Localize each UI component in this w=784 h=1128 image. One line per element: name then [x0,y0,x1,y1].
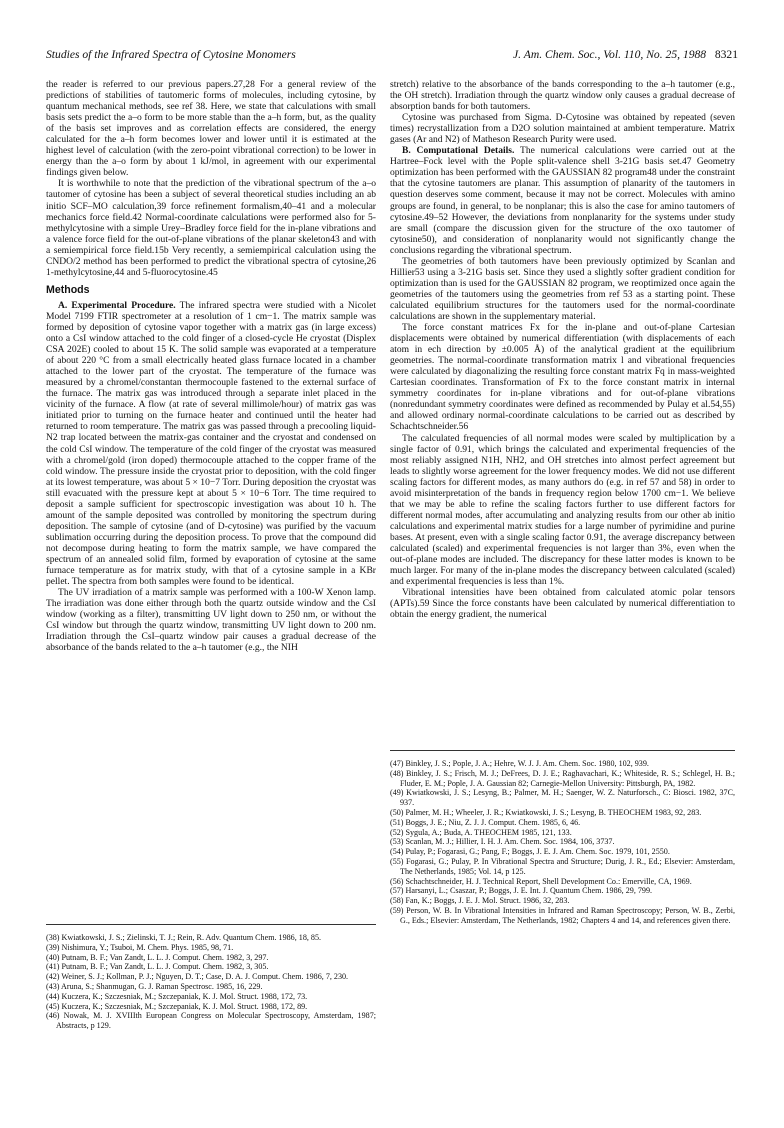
paragraph-force-constants: The force constant matrices Fx for the in-plane and out-of-plane Cartesian displacements were obtained by numerical differentiation (with displacements of each atom in ech direction by ±0.005 Å) of the analytical gradient at the equilibrium geometries. The normal-coordinate transformation matrix l and vibrational frequencies were calculated by diagonalizing the resulting force constant matrix Fq in mass-weighted Cartesian coordinates. Transformation of Fx to the force constant matrix in internal symmetry coordinates for in-plane vibrations and for out-of-plane vibrations (nonredundant symmetry coordinates were defined as recommended by Pulay et al.54,55) and allowed ordinary normal-coordinate calculations to be carried out as described by Schachtschneider.56 [390,322,735,433]
running-head [46,48,738,62]
paragraph-intensities: Vibrational intensities have been obtained from calculated atomic polar tensors (APTs).59 Since the force constants have been calculated by numerical differentiation to obtain the energy gradient, the numerical [390,587,735,621]
experimental-procedure-text: The infrared spectra were studied with a Nicolet Model 7199 FTIR spectrometer at a resolution of 1 cm−1. The matrix sample was formed by deposition of cytosine vapor together with a matrix gas (in large excess) onto a CsI window attached to the cold finger of a closed-cycle He cryostat (Displex CSA 202E) cooled to about 15 K. The solid sample was evaporated at a temperature of about 220 °C from a small electrically heated glass furnace located in a chamber attached to the lower part of the cryostat. The temperature of the furnace was measured by a chromel/constantan thermocouple fastened to the external surface of the furnace. The matrix gas was introduced through a separate inlet placed in the vicinity of the furnace. A flow (at rate of several millimole/hour) of matrix gas was initiated prior to turning on the furnace heater and continued until the heater had returned to room temperature. The matrix gas was passed through a precooling liquid-N2 trap located between the matrix-gas container and the cryostat and condensed on the cold CsI window. The temperature of the cold finger of the cryostat was measured with a chromel/gold (iron doped) thermocouple attached to the copper frame of the cold window. The pressure inside the cryostat prior to deposition, with the cold finger at its lowest temperature, was about 5 × 10−7 Torr. During deposition the cryostat was still evacuated with the pressure kept at about 5 × 10−6 Torr. The time required to deposit a sample sufficient for spectroscopic investigation was about 10 h. The amount of the sample deposited was controlled by monitoring the spectrum during deposition. The sample of cytosine (and of D-cytosine) was purified by the vacuum sublimation occurring during the deposition process. To prove that the compound did not decompose during heating to form the matrix sample, we have compared the spectrum of an annealed solid film, formed by evaporation of cytosine at the same furnace temperature as for matrix study, with that of a cytosine sample in a KBr pellet. The spectra from both samples were found to be identical. [46,299,376,588]
page-number: 8321 [714,48,738,61]
paragraph-experimental-procedure [46,300,376,587]
paragraph-intro-continued: the reader is referred to our previous papers.27,28 For a general review of the predictions of stabilities of tautomeric forms of molecules, including cytosine, by quantum mechanical methods, see ref 38. Here, we state that calculations with small basis sets predict the a–o form to be more stable than the a–h form, but, as the quality of the basis set improves and as correlation effects are considered, the energy calculated for the a–h form becomes lower and lower until it is estimated at the highest level of calculation (with the zero-point vibrational correction) to be lower in energy than the a–o form by about 1 kJ/mol, in agreement with our experimental findings given below. [46,79,376,179]
reference-entry: (58) Fan, K.; Boggs, J. E. J. Mol. Struct. 1986, 32, 283. [390,896,570,906]
reference-entry: (51) Boggs, J. E.; Niu, Z. J. J. Comput. Chem. 1985, 6, 46. [390,817,581,827]
reference-entry: (42) Weiner, S. J.; Kollman, P. J.; Nguyen, D. T.; Case, D. A. J. Comput. Chem. 1986, 7, 230. [46,972,349,982]
subsection-label-experimental: A. Experimental Procedure. [58,299,176,311]
reference-entry: (44) Kuczera, K.; Szczesniak, M.; Szczepaniak, K. J. Mol. Struct. 1988, 172, 73. [46,991,308,1001]
article-title: Studies of the Infrared Spectra of Cytosine Monomers [46,48,296,61]
reference-entry: (45) Kuczera, K.; Szczesniak, M.; Szczepaniak, K. J. Mol. Struct. 1988, 172, 89. [46,1001,308,1011]
reference-entry: (50) Palmer, M. H.; Wheeler, J. R.; Kwiatkowski, J. S.; Lesyng, B. THEOCHEM 1983, 92, 283. [390,807,702,817]
reference-entry: (43) Aruna, S.; Shanmugan, G. J. Raman Spectrosc. 1985, 16, 229. [46,981,263,991]
reference-entry: (41) Putnam, B. F.; Van Zandt, L. L. J. Comput. Chem. 1982, 3, 305. [46,962,269,972]
right-column [390,79,735,620]
reference-entry: (46) Nowak, M. J. XVIIIth European Congress on Molecular Spectroscopy, Amsterdam, 1987; Abstracts, p 129. [46,1011,376,1031]
paragraph-computational-details [390,145,735,255]
computational-details-text: The numerical calculations were carried out at the Hartree–Fock level with the Pople split-valence shell 3-21G basis set.47 Geometry optimization has been performed with the GAUSSIAN 82 program48 under the constraint that the cytosine tautomers are planar. This assumption of planarity of the tautomers in question deserves some comment, because it may not be correct. Molecules with amino groups are found, in general, to be nonplanar; this is also the case for amino tautomers of cytosine.49–52 However, the deviations from nonplanarity for the systems under study are small (compare the discussion given for the structure of the oxo tautomer of cytosine50), and consideration of nonplanarity would not significantly change the conclusions regarding the vibrational spectrum. [390,145,735,256]
section-heading-methods: Methods [46,283,90,296]
reference-entry: (57) Harsanyi, L.; Csaszar, P.; Boggs, J. E. Int. J. Quantum Chem. 1986, 29, 799. [390,886,653,896]
reference-entry: (40) Putnam, B. F.; Van Zandt, L. L. J. Comput. Chem. 1982, 3, 297. [46,952,269,962]
paragraph-uv-continued: stretch) relative to the absorbance of the bands corresponding to the a–h tautomer (e.g., the OH stretch). Irradiation through the quartz window only causes a gradual decrease of absorption bands for both tautomers. [390,79,735,113]
reference-entry: (56) Schachtschneider, H. J. Technical Report, Shell Development Co.: Emerville, CA, 1969. [390,876,692,886]
paragraph-materials: Cytosine was purchased from Sigma. D-Cytosine was obtained by repeated (seven times) recrystallization from a D2O solution maintained at ambient temperature. Matrix gases (Ar and N2) of Matheson Research Purity were used. [390,112,735,146]
paragraph-vibrational-predictions: It is worthwhile to note that the prediction of the vibrational spectrum of the a–o tautomer of cytosine has been a subject of several theoretical studies including an ab initio SCF–MO calculation,39 force refinement formalism,40–41 and a molecular mechanics force field.42 Normal-coordinate calculations were performed also for 5-methylcytosine with a simple Urey–Bradley force field for the in-plane vibrations and a valence force field for the out-of-plane vibrations of the planar skeleton43 and with a semiempirical force field.15b Very recently, a semiempirical calculation using the CNDO/2 method has been performed to predict the vibrational spectra of cytosine,26 1-methylcytosine,44 and 5-fluorocytosine.45 [46,178,376,278]
footnotes-left [46,924,376,1031]
paragraph-geometries: The geometries of both tautomers have been previously optimized by Scanlan and Hillier53 using a 3-21G basis set. Since they used a slightly softer gradient condition for optimization than is used for the GAUSSIAN 82 program, we reoptimized once again the geometries of the tautomers using the geometries from ref 53 as a starting point. These calculated equilibrium structures for the tautomers used for the normal-coordinate calculations are shown in the supplementary material. [390,255,735,322]
reference-entry: (55) Fogarasi, G.; Pulay, P. In Vibrational Spectra and Structure; Durig, J. R., Ed.; Elsevier: Amsterdam, The Netherlands, 1985; Vol. 14, p 125. [390,856,735,876]
reference-entry: (54) Pulay, P.; Fogarasi, G.; Pang, F.; Boggs, J. E. J. Am. Chem. Soc. 1979, 101, 2550. [390,847,670,857]
subsection-label-computational: B. Computational Details. [402,145,515,157]
reference-entry: (52) Sygula, A.; Buda, A. THEOCHEM 1985, 121, 133. [390,827,572,837]
reference-entry: (48) Binkley, J. S.; Frisch, M. J.; DeFrees, D. J. E.; Raghavachari, K.; Whiteside, R. S.; Schlegel, H. B.; Fluder, E. M.; Pople, J. A. Gaussian 82; Carnegie-Mellon University: Pittsburgh, PA, 1982. [390,768,735,788]
reference-entry: (59) Person, W. B. In Vibrational Intensities in Infrared and Raman Spectroscopy; Person, W. B., Zerbi, G., Eds.; Elsevier: Amsterdam, The Netherlands, 1982; Chapters 4 and 14, and references given there. [390,905,735,925]
paragraph-uv-irradiation: The UV irradiation of a matrix sample was performed with a 100-W Xenon lamp. The irradiation was done either through both the quartz outside window and the CsI window (working as a filter), transmitting UV light down to 250 nm, or without the CsI window but through the quartz window, transmitting UV light down to 200 nm. Irradiation through the CsI–quartz window pair causes a gradual decrease of the absorbance of the bands related to the a–h tautomer (e.g., the NIH [46,587,376,654]
reference-entry: (49) Kwiatkowski, J. S.; Lesyng, B.; Palmer, M. H.; Saenger, W. Z. Naturforsch., C: Biosci. 1982, 37C, 937. [390,788,735,808]
paragraph-scaling: The calculated frequencies of all normal modes were scaled by multiplication by a single factor of 0.91, which brings the calculated and experimental frequencies of the most reliably assigned N1H, NH2, and OH stretches into almost perfect agreement but leads to slightly worse agreement for the lower frequency modes. We did not use different scaling factors for different modes, as many authors do (e.g. in ref 57 and 58) in order to avoid misinterpretation of the bands in frequency region below 1700 cm−1. We believe that we may be able to refine the scaling factors further to use different factors for different normal modes, after accumulating and analyzing results from our other ab initio calculations and experimental matrix studies for a large number of pyrimidine and purine bases. At present, even with a single scaling factor 0.91, the average discrepancy between calculated (scaled) and experimental frequencies is not larger than 3%, even when the out-of-plane modes are included. The discrepancy for these latter modes is known to be much larger. For many of the in-plane modes the discrepancy between calculated (scaled) and experimental frequencies is less than 1%. [390,432,735,588]
reference-entry: (47) Binkley, J. S.; Pople, J. A.; Hehre, W. J. J. Am. Chem. Soc. 1980, 102, 939. [390,759,649,768]
reference-entry: (39) Nishimura, Y.; Tsuboi, M. Chem. Phys. 1985, 98, 71. [46,942,234,952]
reference-entry: (38) Kwiatkowski, J. S.; Zielinski, T. J.; Rein, R. Adv. Quantum Chem. 1986, 18, 85. [46,933,322,942]
footnotes-right [390,750,735,926]
left-column [46,79,376,653]
journal-citation-and-page [513,48,738,62]
journal-citation: J. Am. Chem. Soc., Vol. 110, No. 25, 1988 [513,48,707,61]
reference-entry: (53) Scanlan, M. J.; Hillier, I. H. J. Am. Chem. Soc. 1984, 106, 3737. [390,837,615,847]
